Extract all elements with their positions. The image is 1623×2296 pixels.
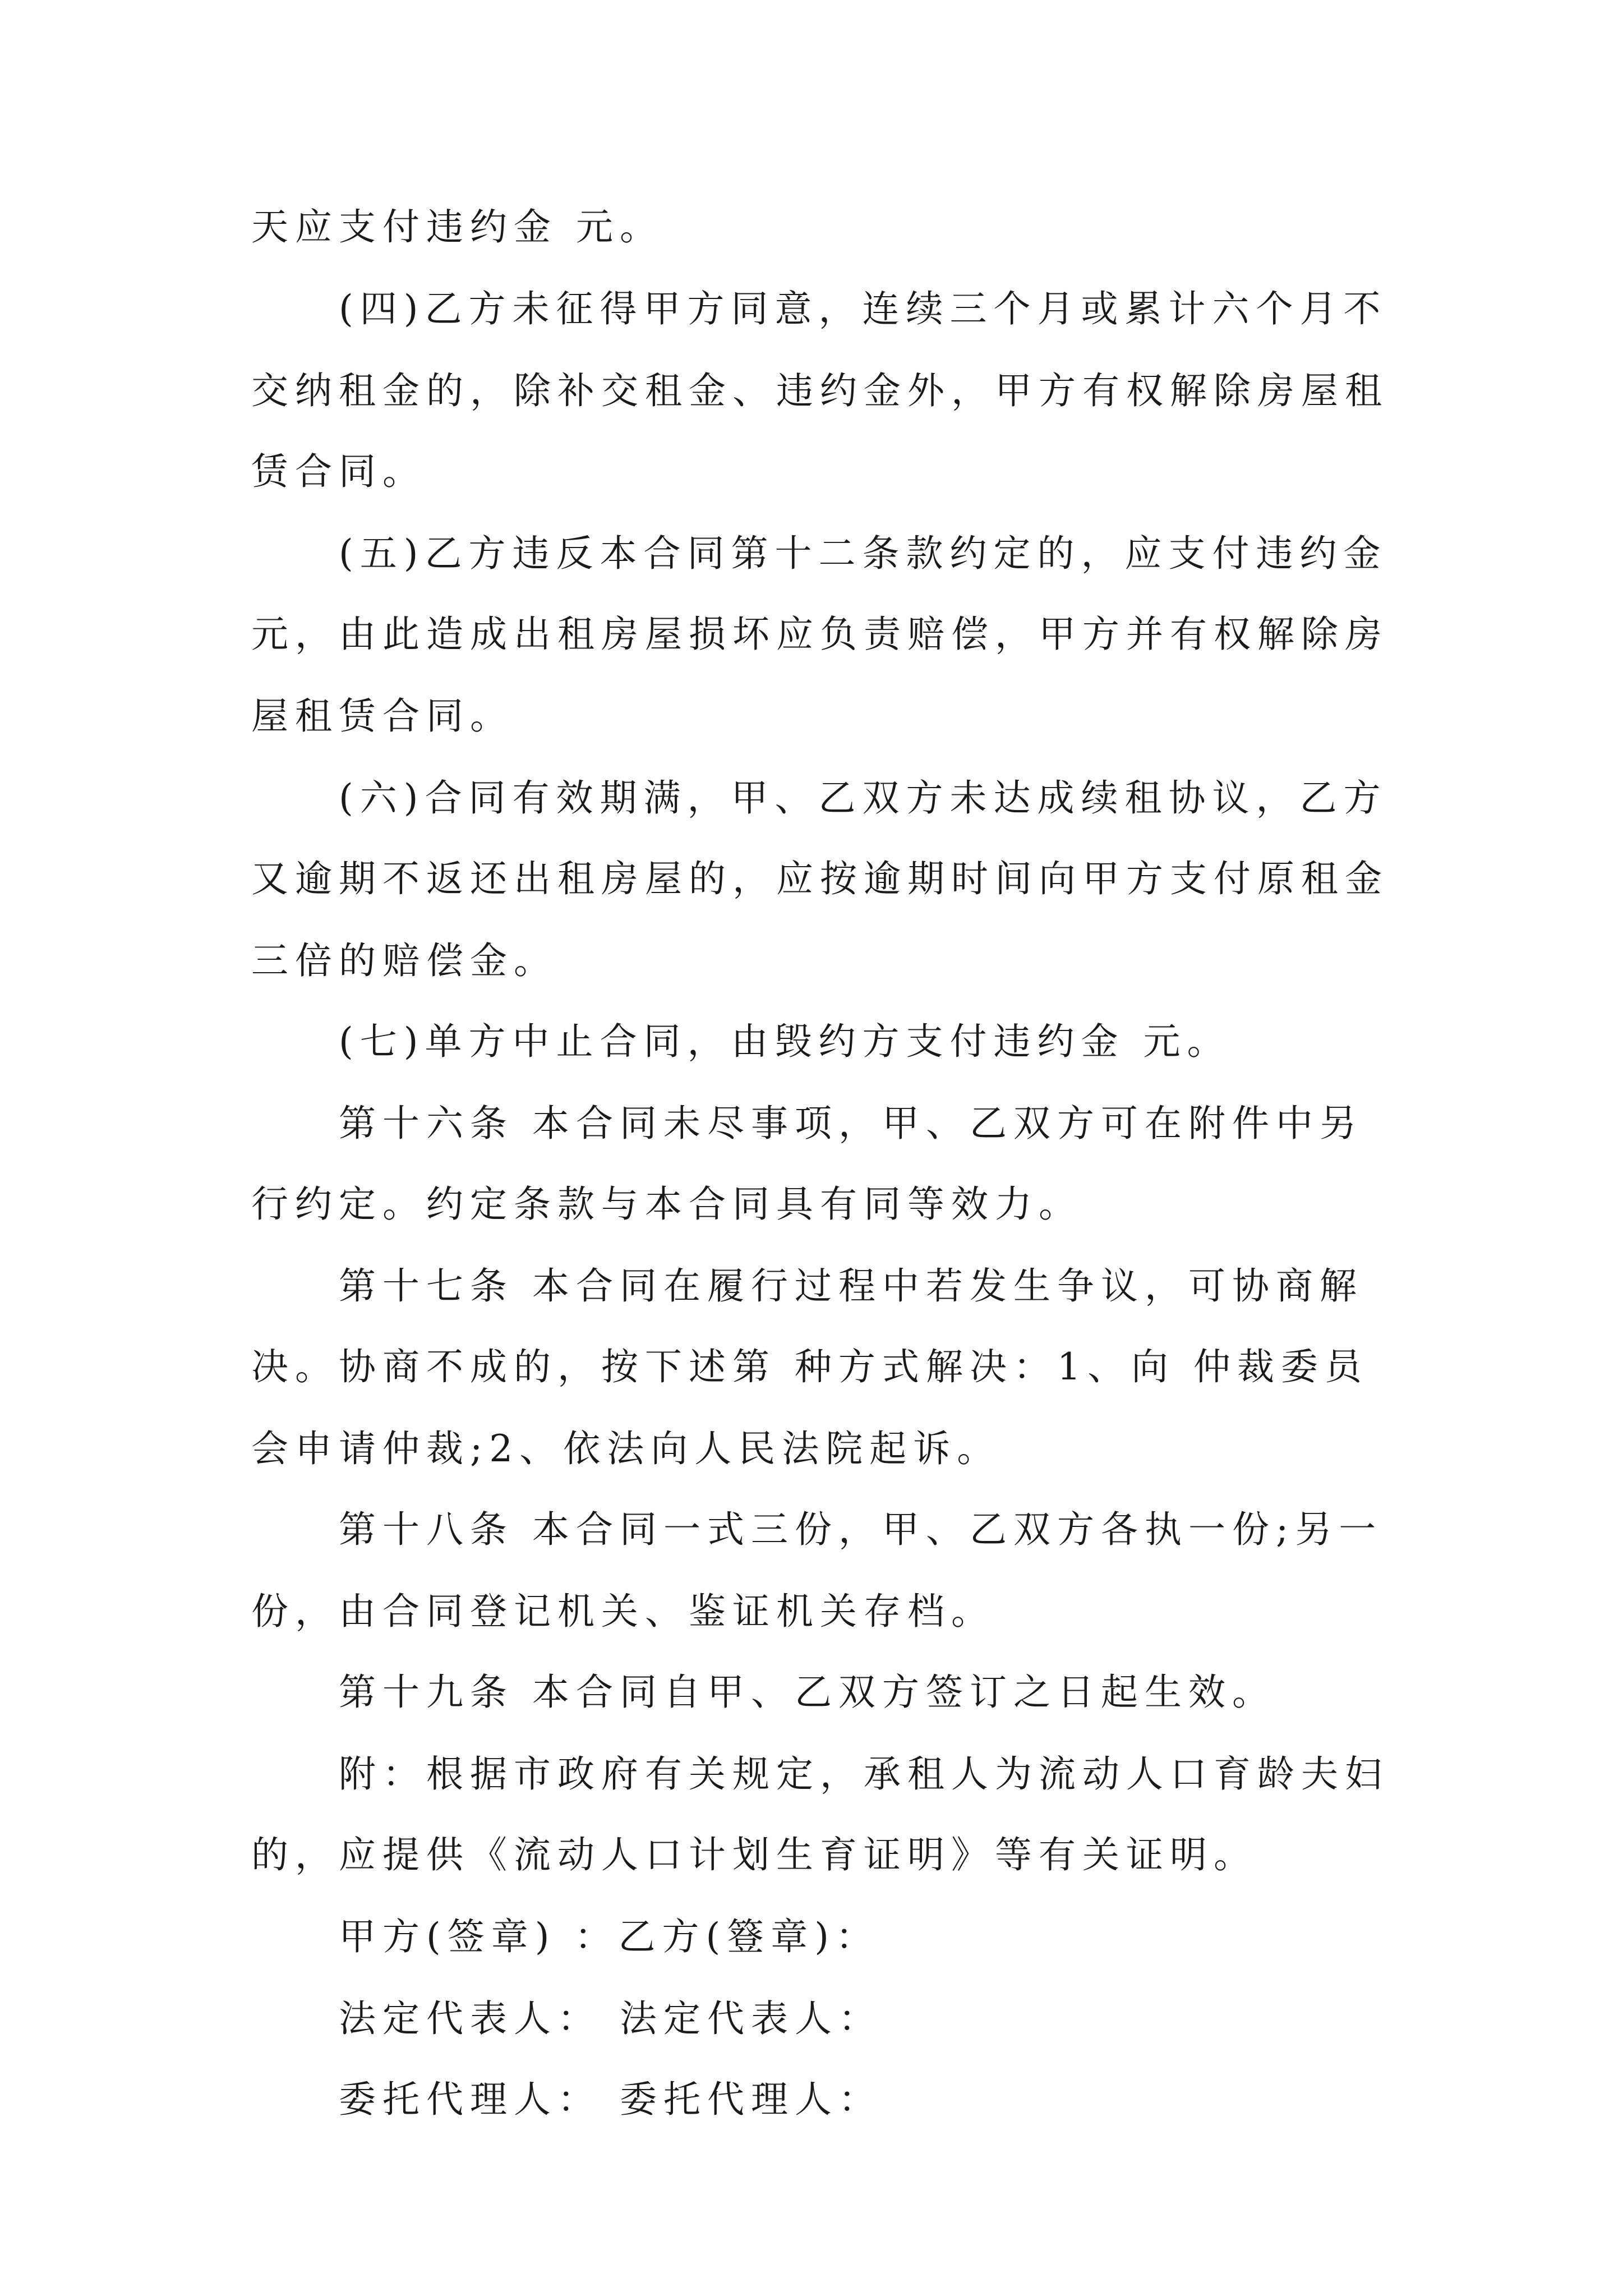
text-line-10: 三倍的赔偿金。 — [251, 939, 557, 982]
text-line-15: 决。协商不成的，按下述第 种方式解决：1、向 仲裁委员 — [251, 1345, 1368, 1388]
text-line-12: 第十六条 本合同未尽事项，甲、乙双方可在附件中另 — [339, 1102, 1363, 1145]
text-line-17: 第十八条 本合同一式三份，甲、乙双方各执一份;另一 — [339, 1508, 1383, 1551]
text-line-24: 委托代理人： 委托代理人： — [339, 2078, 882, 2121]
text-line-4: 赁合同。 — [251, 450, 426, 493]
text-line-16: 会申请仲裁;2、依法向人民法院起诉。 — [251, 1427, 1001, 1470]
text-line-14: 第十七条 本合同在履行过程中若发生争议，可协商解 — [339, 1264, 1363, 1308]
text-line-20: 附：根据市政府有关规定，承租人为流动人口育龄夫妇 — [339, 1752, 1389, 1796]
text-line-5: (五)乙方违反本合同第十二条款约定的，应支付违约金 — [339, 532, 1387, 575]
text-line-22: 甲方(签章) ：乙方(簦章)： — [339, 1915, 879, 1958]
text-line-3: 交纳租金的，除补交租金、违约金外，甲方有权解除房屋租 — [251, 369, 1389, 412]
text-line-7: 屋租赁合同。 — [251, 694, 514, 738]
text-line-2: (四)乙方未征得甲方同意，连续三个月或累计六个月不 — [339, 287, 1387, 330]
text-line-6: 元，由此造成出租房屋损坏应负责赔偿，甲方并有权解除房 — [251, 613, 1389, 656]
text-line-23: 法定代表人： 法定代表人： — [339, 1997, 882, 2040]
text-line-8: (六)合同有效期满，甲、乙双方未达成续租协议，乙方 — [339, 776, 1387, 820]
text-line-19: 第十九条 本合同自甲、乙双方签订之日起生效。 — [339, 1671, 1276, 1714]
text-line-13: 行约定。约定条款与本合同具有同等效力。 — [251, 1182, 1082, 1226]
text-line-9: 又逾期不返还出租房屋的，应按逾期时间向甲方支付原租金 — [251, 857, 1389, 900]
text-line-21: 的，应提供《流动人口计划生育证明》等有关证明。 — [251, 1833, 1257, 1876]
text-line-11: (七)单方中止合同，由毁约方支付违约金 元。 — [339, 1020, 1231, 1063]
text-line-18: 份，由合同登记机关、鉴证机关存档。 — [251, 1590, 995, 1633]
text-line-1: 天应支付违约金 元。 — [251, 205, 663, 249]
